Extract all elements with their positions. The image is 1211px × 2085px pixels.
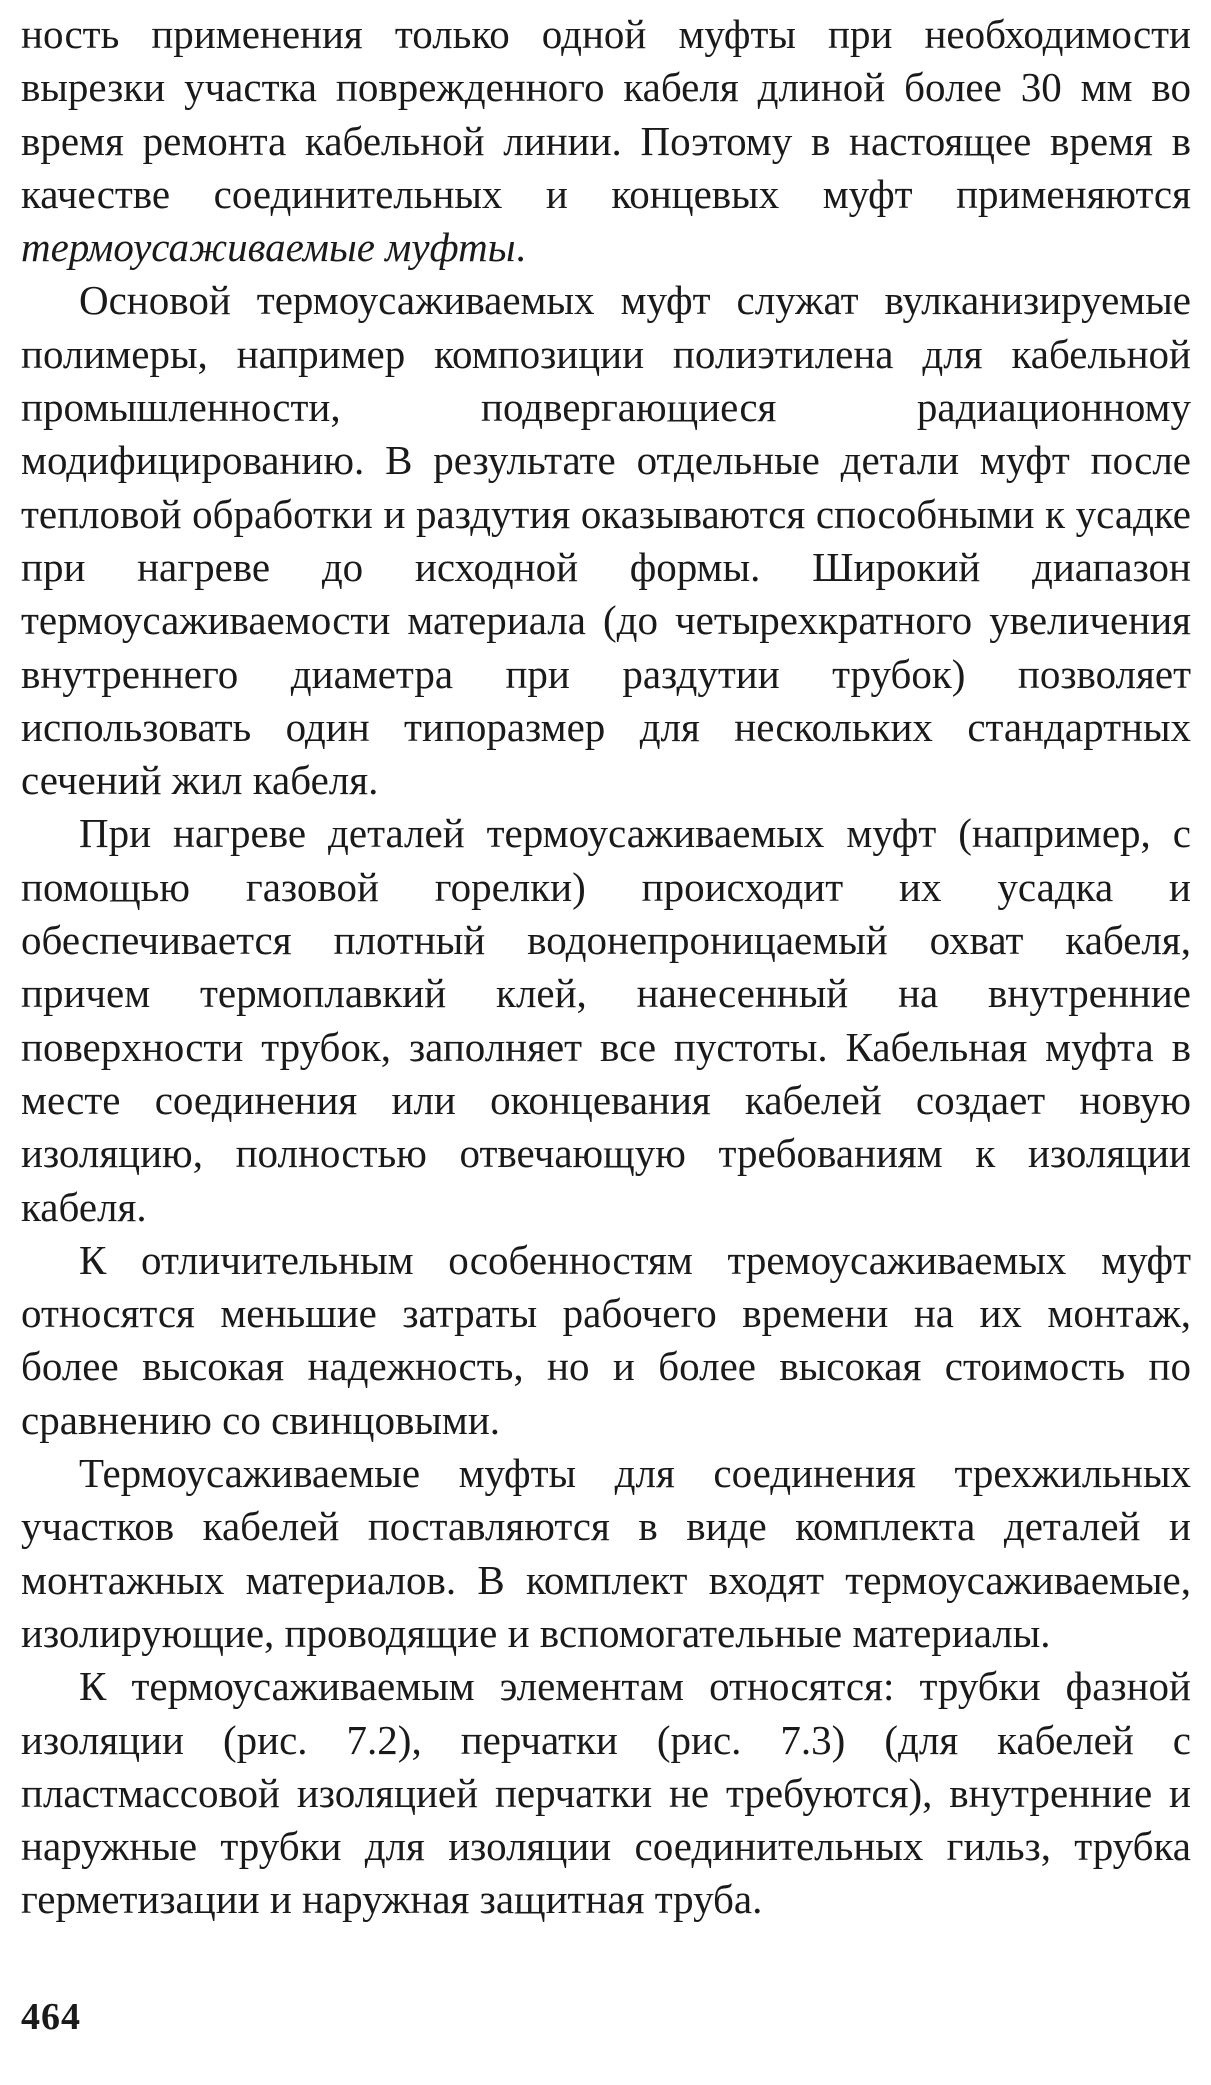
paragraph-4: К отличительным особенностям тремоусаживаемых муфт относятся меньшие затраты рабочего времени на их монтаж, более высокая надежность, но и более высокая стоимость по сравнению со свинцовыми. <box>21 1236 1191 1443</box>
page-body <box>21 8 1191 1927</box>
paragraph-2: Основой термоусаживаемых муфт служат вулканизируемые полимеры, например композиции полиэтилена для кабельной промышленности, подвергающиеся радиационному модифицированию. В результате отдельные детали муфт после тепловой обработки и раздутия оказываются способными к усадке при нагреве до исходной формы. Широкий диапазон термоусаживаемости материала (до четырехкратного увеличения внутреннего диаметра при раздутии трубок) позволяет использовать один типоразмер для нескольких стандартных сечений жил кабеля. <box>21 277 1191 804</box>
page-number: 464 <box>21 1996 81 2038</box>
paragraph-1-emphasis: термоусаживаемые муфты <box>21 224 516 271</box>
paragraph-1 <box>21 8 1191 274</box>
paragraph-3: При нагреве деталей термоусаживаемых муфт (например, с помощью газовой горелки) происходит их усадка и обеспечивается плотный водонепроницаемый охват кабеля, причем термоплавкий клей, нанесенный на внутренние поверхности трубок, заполняет все пустоты. Кабельная муфта в месте соединения или оконцевания кабелей создает новую изоляцию, полностью отвечающую требованиям к изоляции кабеля. <box>21 810 1191 1230</box>
paragraph-6: К термоусаживаемым элементам относятся: трубки фазной изоляции (рис. 7.2), перчатки (рис. 7.3) (для кабелей с пластмассовой изоляцией перчатки не требуются), внутренние и наружные трубки для изоляции соединительных гильз, трубка герметизации и наружная защитная труба. <box>21 1663 1191 1923</box>
paragraph-5: Термоусаживаемые муфты для соединения трехжильных участков кабелей поставляются в виде комплекта деталей и монтажных материалов. В комплект входят термоусаживаемые, изолирующие, проводящие и вспомогательные материалы. <box>21 1450 1191 1656</box>
paragraph-1-end: . <box>515 224 526 271</box>
paragraph-1-text: ность применения только одной муфты при необходимости вырезки участка поврежденного кабеля длиной более 30 мм во время ремонта кабельной линии. Поэтому в настоящее время в качестве соединительных и концевых муфт применяются <box>21 11 1191 217</box>
